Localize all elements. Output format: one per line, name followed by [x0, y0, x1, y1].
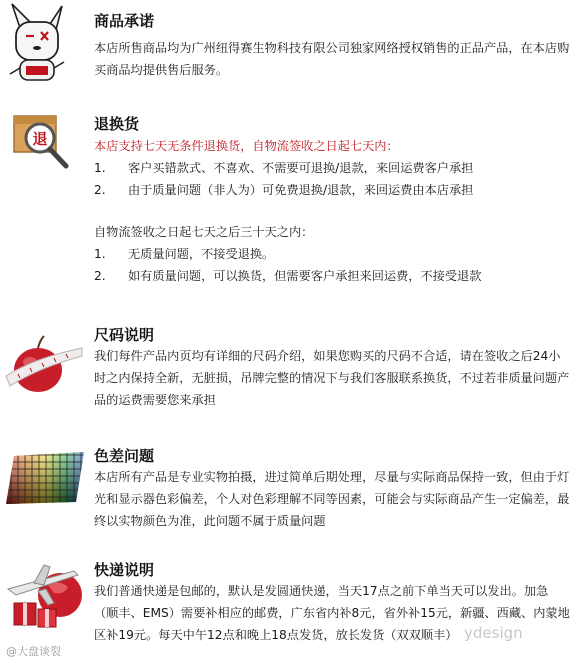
- returns-policy-30days: 自物流签收之日起七天之后三十天之内：: [94, 225, 314, 239]
- delivery-text: 我们普通快递是包邮的，默认是发圆通快递，当天17点之前下单当天可以发出。加急（顺丰、EMS）需要补相应的邮费，广东省内补8元，省外补15元，新疆、西藏、内蒙地区补19元。每天中午12点和晚上18点发货，放长发货（双双顺丰）: [94, 584, 570, 642]
- returns-item-30-2: [94, 265, 572, 287]
- return-icon-text: 退: [32, 130, 48, 148]
- returns-item-30-1: [94, 243, 572, 265]
- returns-item-7-1: [94, 157, 572, 179]
- returns-item-30-1-text: 无质量问题，不接受退换。: [128, 247, 275, 261]
- returns-item-7-2-text: 由于质量问题（非人为）可免费退换/退款，来回运费由本店承担: [128, 183, 474, 197]
- watermark-left: @大盘谈裂: [6, 645, 61, 658]
- returns-item-30-2-text: 如有质量问题，可以换货，但需要客户承担来回运费，不接受退款: [128, 269, 482, 283]
- airplane-globe-gift-icon: [4, 559, 86, 635]
- color-text: 本店所有产品是专业实物拍摄，进过简单后期处理，尽量与实际商品保持一致，但由于灯光和显示器色彩偏差，个人对色彩理解不同等因素，可能会与实际商品产生一定偏差，最终以实物颜色为准，此问题不属于质量问题: [94, 470, 570, 528]
- section-delivery: [0, 553, 580, 663]
- returns-item-30-2-num: 2.: [94, 269, 106, 283]
- mascot-icon: [6, 2, 68, 88]
- returns-item-7-1-text: 客户买错款式、不喜欢、不需要可退换/退款，来回运费客户承担: [128, 161, 474, 175]
- watermark-right: ydesign: [464, 624, 523, 642]
- section-size: [0, 318, 580, 418]
- section-color: [0, 438, 580, 538]
- returns-item-30-1-num: 1.: [94, 247, 106, 261]
- returns-item-7-2: [94, 179, 572, 201]
- delivery-title: 快递说明: [94, 561, 155, 579]
- section-promise: [0, 0, 580, 100]
- returns-item-7-1-num: 1.: [94, 161, 106, 175]
- section-returns: [0, 100, 580, 310]
- promise-title: 商品承诺: [94, 12, 155, 30]
- size-title: 尺码说明: [94, 326, 155, 344]
- returns-item-7-2-num: 2.: [94, 183, 106, 197]
- returns-policy-7days: 本店支持七天无条件退换货，自物流签收之日起七天内：: [94, 139, 399, 153]
- color-title: 色差问题: [94, 447, 155, 465]
- apple-tape-measure-icon: [4, 328, 84, 400]
- color-palette-grid-icon: [4, 448, 86, 506]
- return-box-magnifier-icon: [10, 108, 74, 172]
- size-text: 我们每件产品内页均有详细的尺码介绍，如果您购买的尺码不合适，请在签收之后24小时之内保持全新，无脏损，吊牌完整的情况下与我们客服联系换货，不过若非质量问题产品的运费需要您来承担: [94, 349, 570, 407]
- returns-title: 退换货: [94, 115, 140, 133]
- promise-text: 本店所售商品均为广州纽得赛生物科技有限公司独家网络授权销售的正品产品，在本店购买商品均提供售后服务。: [94, 41, 570, 77]
